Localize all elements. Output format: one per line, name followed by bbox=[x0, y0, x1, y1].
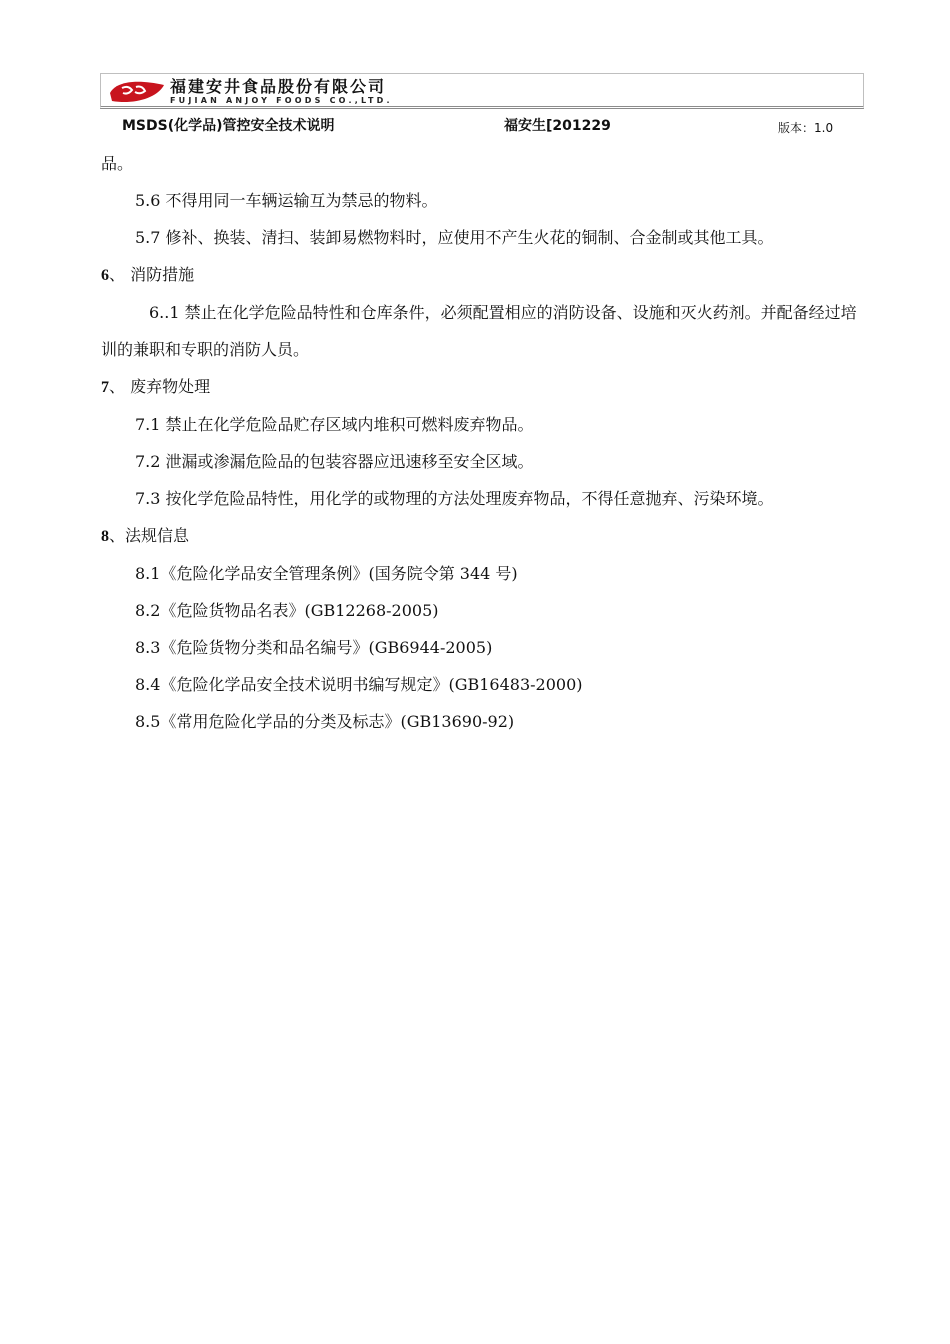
regulation-8-4: 8.4《危险化学品安全技术说明书编写规定》(GB16483-2000) bbox=[135, 675, 583, 694]
section-heading-8 bbox=[101, 517, 863, 555]
paragraph-6-1: 6..1 禁止在化学危险品特性和仓库条件，必须配置相应的消防设备、设施和灭火药剂。并配备经过培训的兼职和专职的消防人员。 bbox=[101, 303, 857, 359]
document-body bbox=[101, 145, 863, 740]
section-title: 、 废弃物处理 bbox=[109, 377, 211, 396]
company-name-cn: 福建安井食品股份有限公司 bbox=[170, 77, 387, 96]
paragraph-7-2: 7.2 泄漏或渗漏危险品的包装容器应迅速移至安全区域。 bbox=[135, 452, 534, 471]
section-number: 6 bbox=[101, 267, 109, 284]
regulation-8-3: 8.3《危险货物分类和品名编号》(GB6944-2005) bbox=[135, 638, 493, 657]
paragraph-continuation: 品。 bbox=[101, 154, 134, 173]
company-name-en: FUJIAN ANJOY FOODS CO.,LTD. bbox=[170, 96, 393, 105]
paragraph-5-7: 5.7 修补、换装、清扫、装卸易燃物料时，应使用不产生火花的铜制、合金制或其他工具。 bbox=[135, 228, 774, 247]
company-logo bbox=[108, 78, 393, 105]
anjoy-seal-icon bbox=[108, 79, 166, 105]
document-title: MSDS(化学品)管控安全技术说明 bbox=[122, 118, 335, 134]
document-code: 福安生[201229 bbox=[504, 118, 611, 134]
section-heading-7 bbox=[101, 368, 863, 406]
regulation-8-2: 8.2《危险货物品名表》(GB12268-2005) bbox=[135, 601, 439, 620]
section-number: 8 bbox=[101, 528, 109, 545]
section-number: 7 bbox=[101, 379, 109, 396]
paragraph-7-1: 7.1 禁止在化学危险品贮存区域内堆积可燃料废弃物品。 bbox=[135, 415, 534, 434]
regulation-8-5: 8.5《常用危险化学品的分类及标志》(GB13690-92) bbox=[135, 712, 515, 731]
paragraph-5-6: 5.6 不得用同一车辆运输互为禁忌的物料。 bbox=[135, 191, 438, 210]
document-version: 版本：1.0 bbox=[778, 121, 834, 135]
section-title: 、法规信息 bbox=[109, 526, 190, 545]
paragraph-7-3: 7.3 按化学危险品特性，用化学的或物理的方法处理废弃物品，不得任意抛弃、污染环境。 bbox=[135, 489, 774, 508]
section-title: 、 消防措施 bbox=[109, 265, 195, 284]
section-heading-6 bbox=[101, 256, 863, 294]
regulation-8-1: 8.1《危险化学品安全管理条例》(国务院令第 344 号) bbox=[135, 564, 518, 583]
